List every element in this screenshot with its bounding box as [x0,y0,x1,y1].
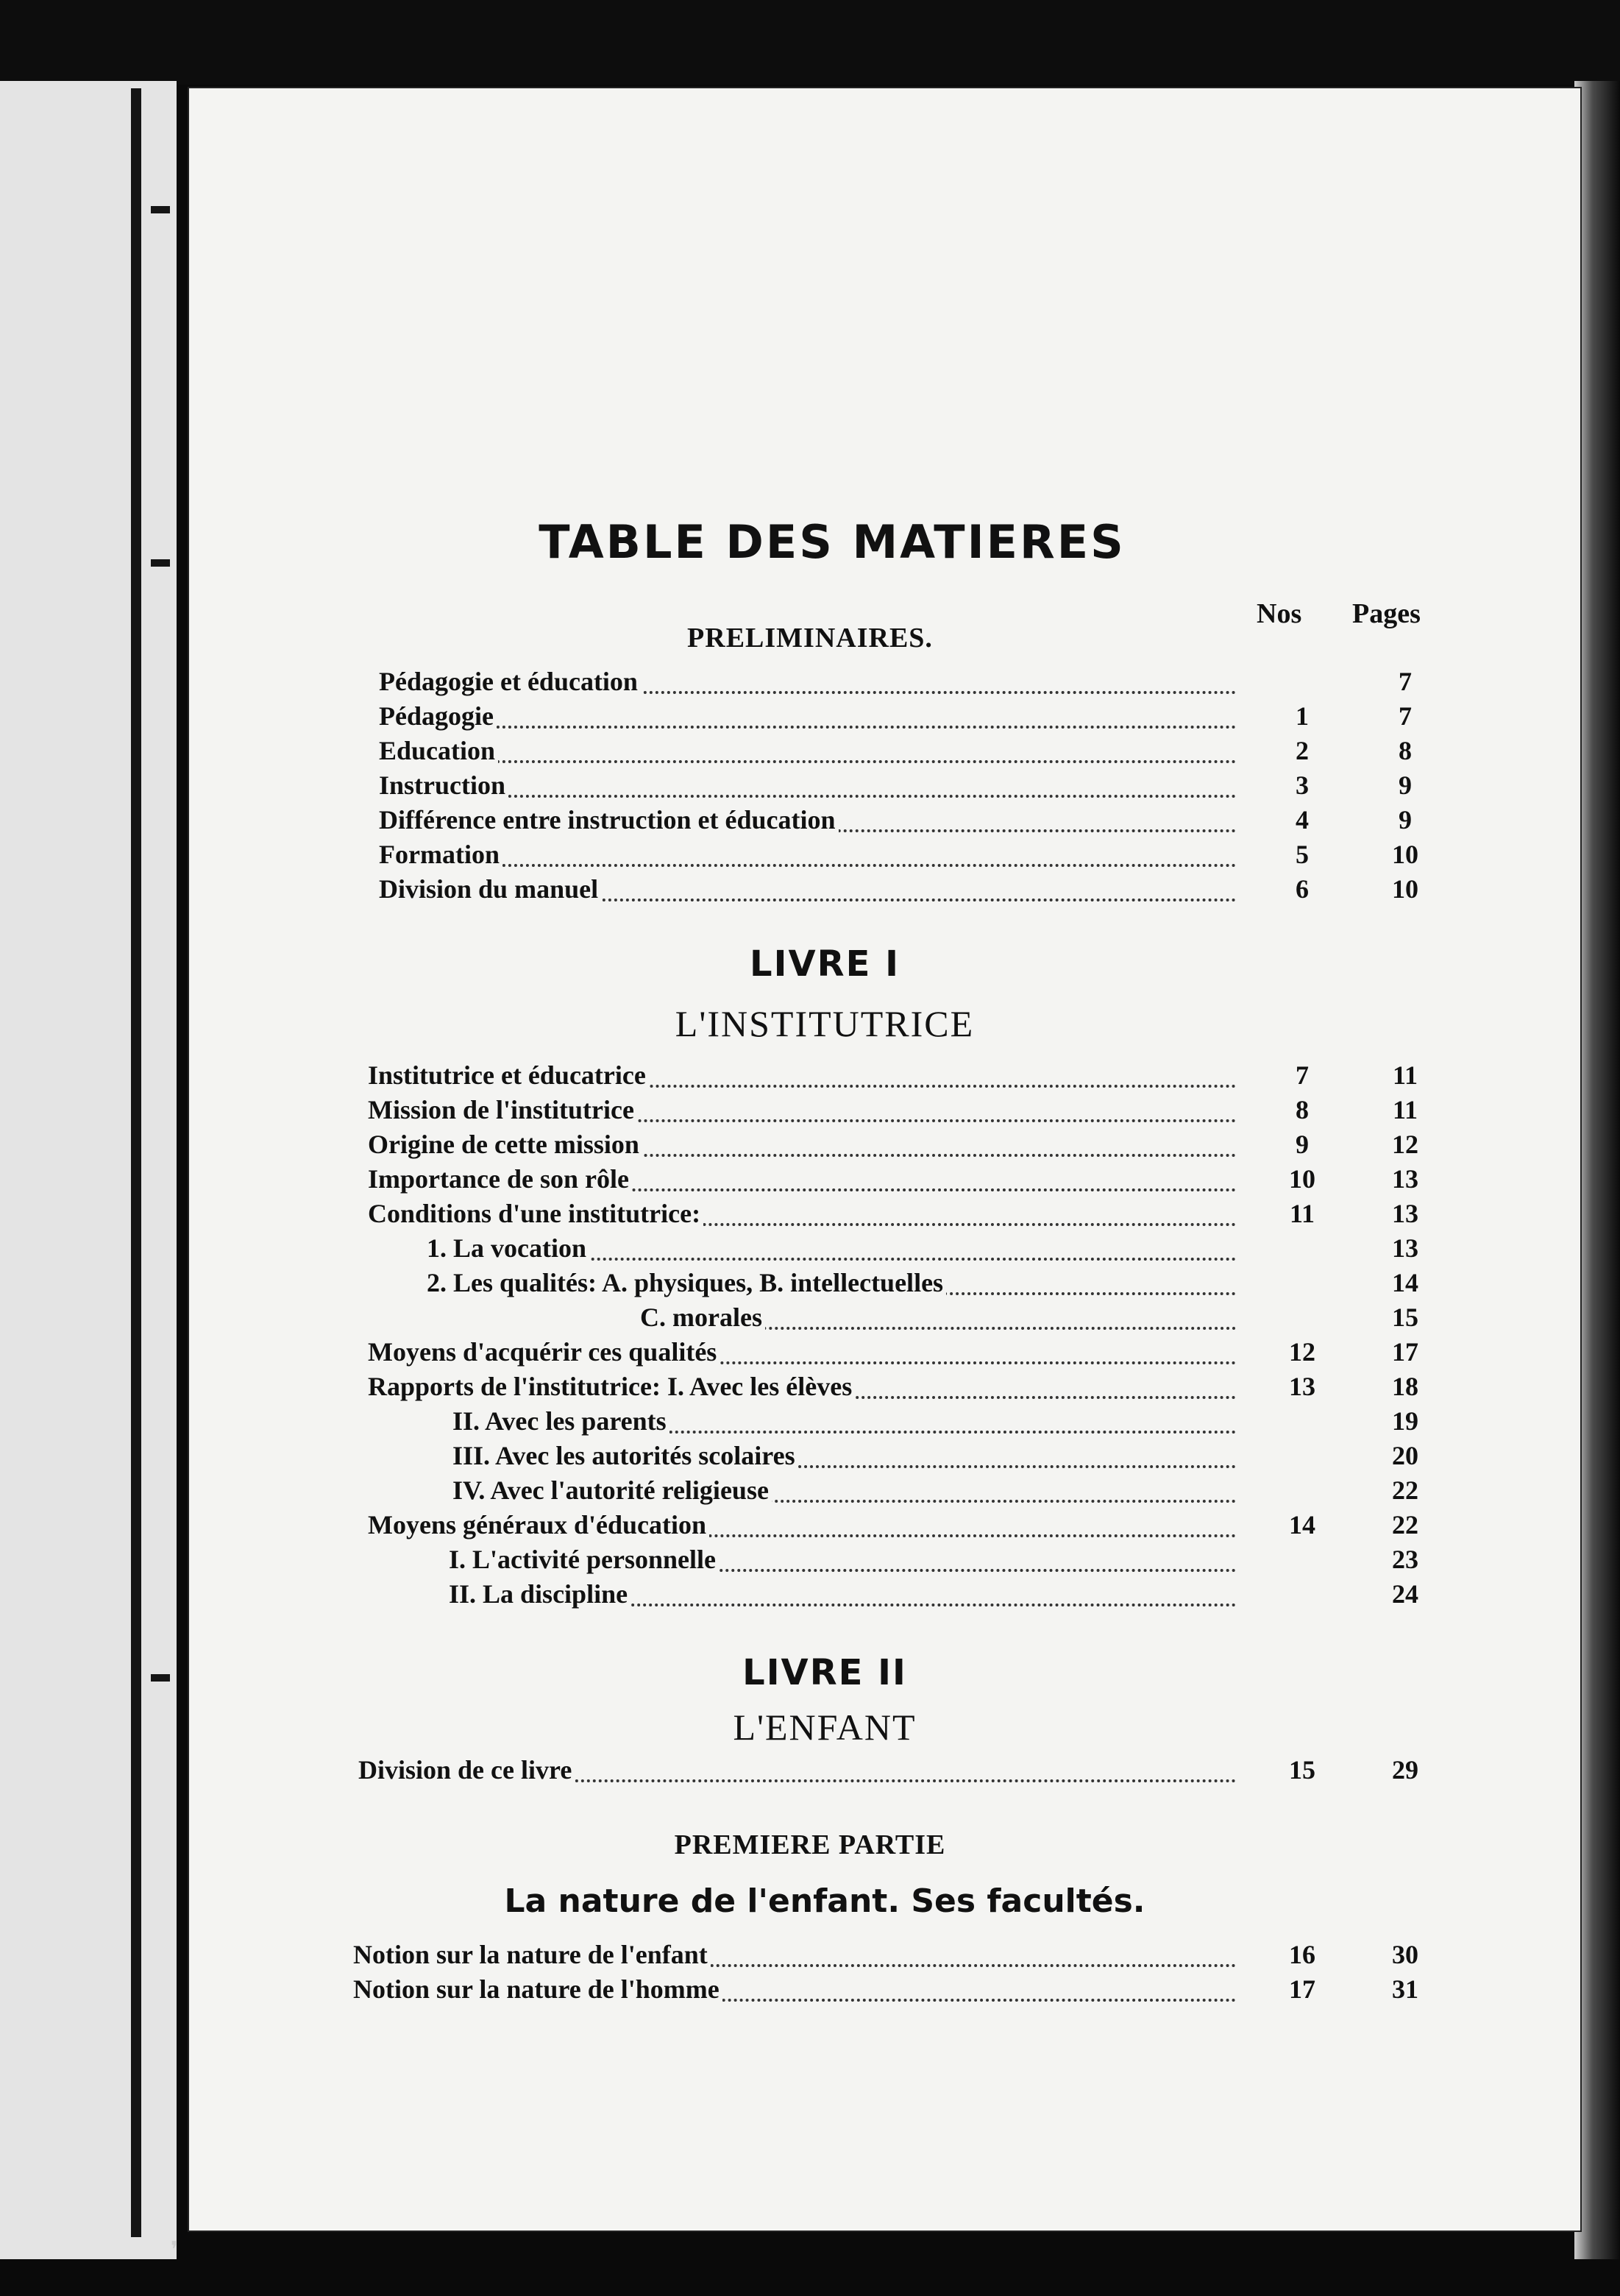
toc-entry [379,701,1620,734]
toc-entry-page: 22 [1392,1510,1418,1539]
toc-entry-number: 9 [1296,1130,1309,1159]
toc-entry-label: Pédagogie et éducation [379,666,641,697]
toc-entry-page: 20 [1392,1441,1418,1470]
toc-entry [379,874,1620,907]
toc-entry [449,1578,1620,1612]
facing-page-edge [0,81,177,2259]
toc-entry-label: II. La discipline [449,1578,630,1609]
dot-leader [379,864,1236,867]
toc-entry [358,1754,1620,1788]
section-heading-livre-2: LIVRE II [742,1652,907,1693]
toc-entry-page: 13 [1392,1199,1418,1228]
toc-entry-number: 6 [1296,874,1309,904]
section-title-premiere-partie: La nature de l'enfant. Ses facultés. [504,1882,1145,1920]
toc-entry-label: Division du manuel [379,874,601,904]
toc-entry [379,666,1620,700]
toc-entry-page: 31 [1392,1974,1418,2004]
toc-entry [452,1440,1620,1474]
toc-entry-page: 12 [1392,1130,1418,1159]
toc-entry-label: Instruction [379,770,508,801]
toc-entry-page: 17 [1392,1337,1418,1367]
toc-entry [452,1406,1620,1439]
toc-entry-number: 8 [1296,1095,1309,1124]
toc-entry-page: 11 [1392,1095,1418,1124]
toc-entry-label: I. L'activité personnelle [449,1544,719,1575]
toc-entry [640,1302,1620,1336]
toc-entry-page: 9 [1399,770,1412,800]
toc-entry-label: III. Avec les autorités scolaires [452,1440,798,1471]
toc-entry [427,1233,1620,1266]
toc-entry-number: 12 [1289,1337,1315,1367]
toc-entry-label: Pédagogie [379,701,497,731]
toc-entry-label: Différence entre instruction et éducation [379,804,839,835]
toc-entry-number: 3 [1296,770,1309,800]
section-title-livre-2: L'ENFANT [733,1707,917,1748]
toc-entry [379,735,1620,769]
toc-entry-number: 5 [1296,840,1309,869]
toc-entry [353,1974,1620,2008]
toc-entry-page: 8 [1399,736,1412,765]
toc-entry-label: Importance de son rôle [368,1163,632,1194]
toc-entry [368,1336,1620,1370]
section-heading-livre-1: LIVRE I [750,943,900,985]
toc-entry-number: 14 [1289,1510,1315,1539]
toc-entry [379,804,1620,838]
toc-entry [368,1198,1620,1232]
toc-entry-label: Notion sur la nature de l'enfant [353,1939,711,1970]
toc-entry-page: 7 [1399,701,1412,731]
toc-entry-label: Notion sur la nature de l'homme [353,1974,722,2005]
toc-entry-page: 10 [1392,874,1418,904]
toc-entry-page: 7 [1399,667,1412,696]
toc-entry-number: 2 [1296,736,1309,765]
toc-entry-number: 17 [1289,1974,1315,2004]
toc-entry-label: Formation [379,839,502,870]
dot-leader [379,726,1236,729]
toc-entry-label: Mission de l'institutrice [368,1094,637,1125]
toc-entry-page: 14 [1392,1268,1418,1297]
toc-entry-label: Division de ce livre [358,1754,575,1785]
toc-entry-number: 10 [1289,1164,1315,1194]
scan-top-border [0,0,1620,85]
toc-entry-page: 15 [1392,1303,1418,1332]
toc-entry-number: 7 [1296,1060,1309,1090]
toc-entry-number: 1 [1296,701,1309,731]
toc-entry-label: Origine de cette mission [368,1129,642,1160]
toc-entry-label: 1. La vocation [427,1233,589,1264]
toc-entry-page: 29 [1392,1755,1418,1785]
toc-entry [379,770,1620,804]
toc-entry-page: 19 [1392,1406,1418,1436]
toc-entry-label: 2. Les qualités: A. physiques, B. intellectuelles [427,1267,946,1298]
toc-entry-number: 13 [1289,1372,1315,1401]
section-title-livre-1: L'INSTITUTRICE [675,1003,975,1044]
spine-mark [151,206,170,213]
toc-entry [368,1509,1620,1543]
toc-entry-number: 11 [1289,1199,1315,1228]
toc-entry [427,1267,1620,1301]
column-header-nos: Nos [1257,598,1302,629]
toc-entry [452,1475,1620,1509]
toc-entry [368,1371,1620,1405]
toc-entry-page: 22 [1392,1475,1418,1505]
toc-entry-number: 16 [1289,1940,1315,1969]
toc-entry [368,1094,1620,1128]
toc-entry-label: II. Avec les parents [452,1406,669,1436]
toc-entry-label: Conditions d'une institutrice: [368,1198,703,1229]
toc-entry [449,1544,1620,1578]
toc-entry-page: 13 [1392,1233,1418,1263]
section-heading-premiere-partie: PREMIERE PARTIE [674,1829,946,1860]
toc-entry-page: 23 [1392,1545,1418,1574]
toc-entry-page: 13 [1392,1164,1418,1194]
toc-entry [368,1129,1620,1163]
toc-entry-number: 15 [1289,1755,1315,1785]
toc-entry [368,1163,1620,1197]
toc-entry [379,839,1620,873]
toc-entry-label: Moyens d'acquérir ces qualités [368,1336,720,1367]
toc-entry-label: Moyens généraux d'éducation [368,1509,709,1540]
toc-entry-page: 11 [1392,1060,1418,1090]
toc-entry [368,1060,1620,1094]
page-title: TABLE DES MATIERES [539,515,1126,569]
toc-entry-label: C. morales [640,1302,765,1333]
scan-artifact: ❜ [171,2238,178,2262]
toc-entry-page: 24 [1392,1579,1418,1609]
dot-leader [379,760,1236,763]
toc-entry-page: 30 [1392,1940,1418,1969]
toc-entry-page: 9 [1399,805,1412,835]
toc-entry-page: 10 [1392,840,1418,869]
toc-entry-label: IV. Avec l'autorité religieuse [452,1475,772,1506]
toc-entry [353,1939,1620,1973]
toc-entry-label: Rapports de l'institutrice: I. Avec les élèves [368,1371,855,1402]
toc-entry-page: 18 [1392,1372,1418,1401]
toc-entry-number: 4 [1296,805,1309,835]
column-header-pages: Pages [1352,598,1421,629]
toc-entry-label: Education [379,735,498,766]
section-heading-preliminaires: PRELIMINAIRES. [687,623,933,653]
toc-entry-label: Institutrice et éducatrice [368,1060,649,1091]
